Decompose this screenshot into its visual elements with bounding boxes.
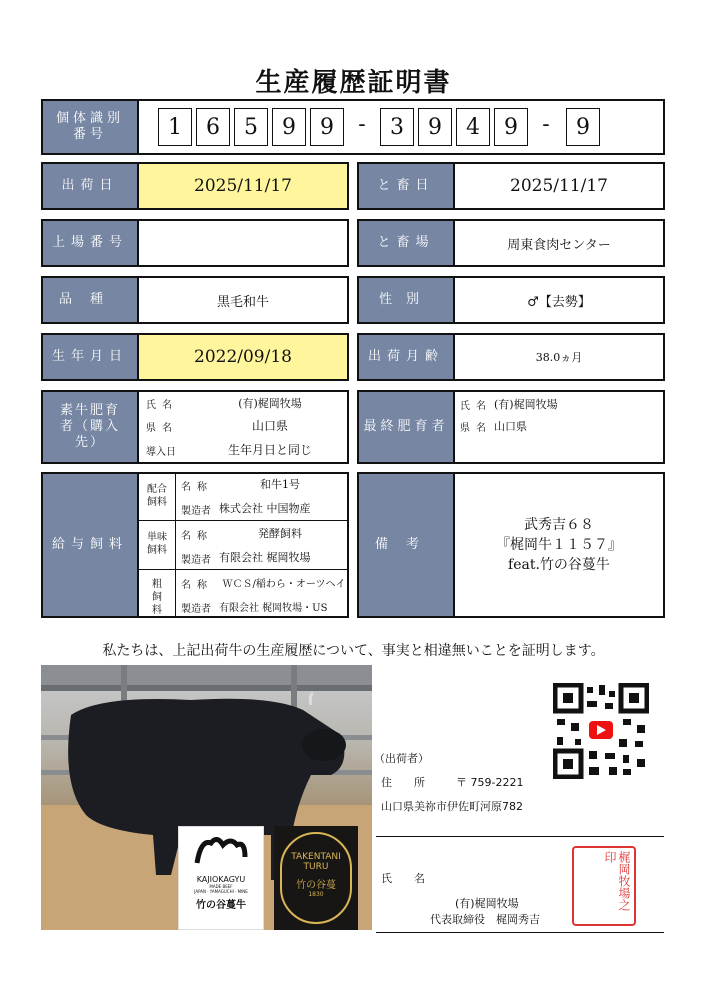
feed-divider (175, 474, 176, 616)
company-seal (572, 846, 636, 926)
shipper-divider (376, 932, 664, 933)
sex-value: ♂【去勢】 (453, 276, 665, 324)
feed-row-divider (139, 569, 347, 570)
feed-row-divider (139, 520, 347, 521)
calf-pref-value: 山口県 (251, 419, 288, 433)
qr-code[interactable] (553, 683, 649, 779)
birth-date-label: 生年月日 (41, 333, 139, 381)
slaughterhouse-value: 周東食肉センター (453, 219, 665, 267)
takentani-logo-top: TAKENTANI (291, 852, 341, 862)
feed-name-label: 名称 (181, 482, 213, 493)
remarks-box (453, 472, 665, 618)
feed-maker-label: 製造者 (181, 555, 211, 566)
page-title: 生産履歴証明書 (255, 68, 452, 98)
shipper-postal: 〒 759-2221 (456, 776, 524, 789)
shipping-date-value: 2025/11/17 (137, 162, 349, 210)
shipper-address-label: 住 所 (381, 776, 425, 789)
id-digit: 9 (272, 108, 306, 146)
feed-name-value: 和牛1号 (260, 478, 300, 491)
id-digit: 1 (158, 108, 192, 146)
calf-pref-label: 県名 (146, 423, 178, 434)
feed-category: 配合飼料 (147, 484, 167, 508)
remarks-label: 備考 (357, 472, 455, 618)
shipper-divider (376, 836, 664, 837)
qr-code-graphic (553, 683, 649, 779)
shipper-representative: 代表取締役 梶岡秀吉 (430, 913, 540, 926)
kajioka-logo-mark (191, 833, 251, 871)
shipper-company: (有)梶岡牧場 (455, 897, 519, 910)
market-number-label: 上場番号 (41, 219, 139, 267)
sex-label: 性別 (357, 276, 455, 324)
calf-intro-label: 導入日 (146, 447, 176, 458)
takentani-logo-jp: 竹の谷蔓 (296, 880, 336, 891)
id-digit: 5 (234, 108, 268, 146)
feed-label: 給与飼料 (41, 472, 139, 618)
slaughter-date-value: 2025/11/17 (453, 162, 665, 210)
calf-intro-value: 生年月日と同じ (227, 443, 312, 457)
slaughter-date-label: と畜日 (357, 162, 455, 210)
final-name-label: 氏名 (460, 401, 492, 412)
birth-date-value: 2022/09/18 (137, 333, 349, 381)
feed-name-value: 発酵飼料 (258, 527, 302, 540)
kajioka-logo-name: KAJIOKAGYU (196, 875, 246, 884)
feed-maker-value: 有限会社 梶岡牧場・US (219, 603, 328, 614)
id-separator: - (542, 112, 550, 137)
id-number-label: 個体識別番号 (41, 99, 139, 155)
shipper-address: 山口県美祢市伊佐町河原782 (381, 800, 523, 813)
breed-label: 品種 (41, 276, 139, 324)
remarks-line: feat.竹の谷蔓牛 (508, 557, 610, 573)
seal-text: 梶岡牧場之印 (603, 851, 631, 911)
feed-maker-label: 製造者 (181, 506, 211, 517)
id-digit: 9 (566, 108, 600, 146)
slaughterhouse-label: と畜場 (357, 219, 455, 267)
market-number-value (137, 219, 349, 267)
feed-maker-label: 製造者 (181, 604, 211, 615)
final-pref-label: 県名 (460, 423, 492, 434)
feed-maker-value: 株式会社 中国物産 (219, 502, 311, 515)
shipping-age-label: 出荷月齢 (357, 333, 455, 381)
final-fattener-label: 最終肥育者 (357, 390, 455, 464)
calf-name-label: 氏名 (146, 400, 178, 411)
remarks-line: 武秀吉６８ (524, 517, 594, 533)
id-digit: 9 (310, 108, 344, 146)
takentani-logo-year: 1830 (308, 891, 324, 898)
feed-category: 粗飼料 (152, 579, 162, 616)
calf-name-value: (有)梶岡牧場 (238, 397, 302, 410)
kajioka-logo (178, 826, 264, 930)
shipper-heading: （出荷者） (374, 752, 429, 765)
kajioka-logo-jp: 竹の谷蔓牛 (196, 900, 246, 911)
takentani-logo (274, 826, 358, 930)
shipping-age-value: 38.0ヵ月 (453, 333, 665, 381)
kajioka-logo-sub: MADE BEEF JAPAN · YAMAGUCHI · MINE (194, 884, 248, 894)
feed-maker-value: 有限会社 梶岡牧場 (219, 551, 311, 564)
calf-fattener-label: 素牛肥育者（購入先） (41, 390, 139, 464)
id-digit: 4 (456, 108, 490, 146)
final-pref-value: 山口県 (494, 420, 527, 433)
final-name-value: (有)梶岡牧場 (494, 398, 558, 411)
id-digit: 9 (418, 108, 452, 146)
feed-name-label: 名称 (181, 580, 213, 591)
feed-category: 単味飼料 (147, 532, 167, 556)
breed-value: 黒毛和牛 (137, 276, 349, 324)
feed-name-value: ＷＣＳ/稲わら・オーツヘイ (222, 579, 346, 590)
certification-text: 私たちは、上記出荷牛の生産履歴について、事実と相違無いことを証明します。 (102, 643, 605, 659)
shipping-date-label: 出荷日 (41, 162, 139, 210)
id-digit: 3 (380, 108, 414, 146)
id-separator: - (358, 112, 366, 137)
shipper-name-label: 氏 名 (381, 872, 425, 885)
takentani-logo-mid: TURU (303, 862, 329, 872)
remarks-line: 『梶岡牛１１５７』 (496, 537, 622, 553)
feed-name-label: 名称 (181, 531, 213, 542)
id-digit: 6 (196, 108, 230, 146)
id-digit: 9 (494, 108, 528, 146)
